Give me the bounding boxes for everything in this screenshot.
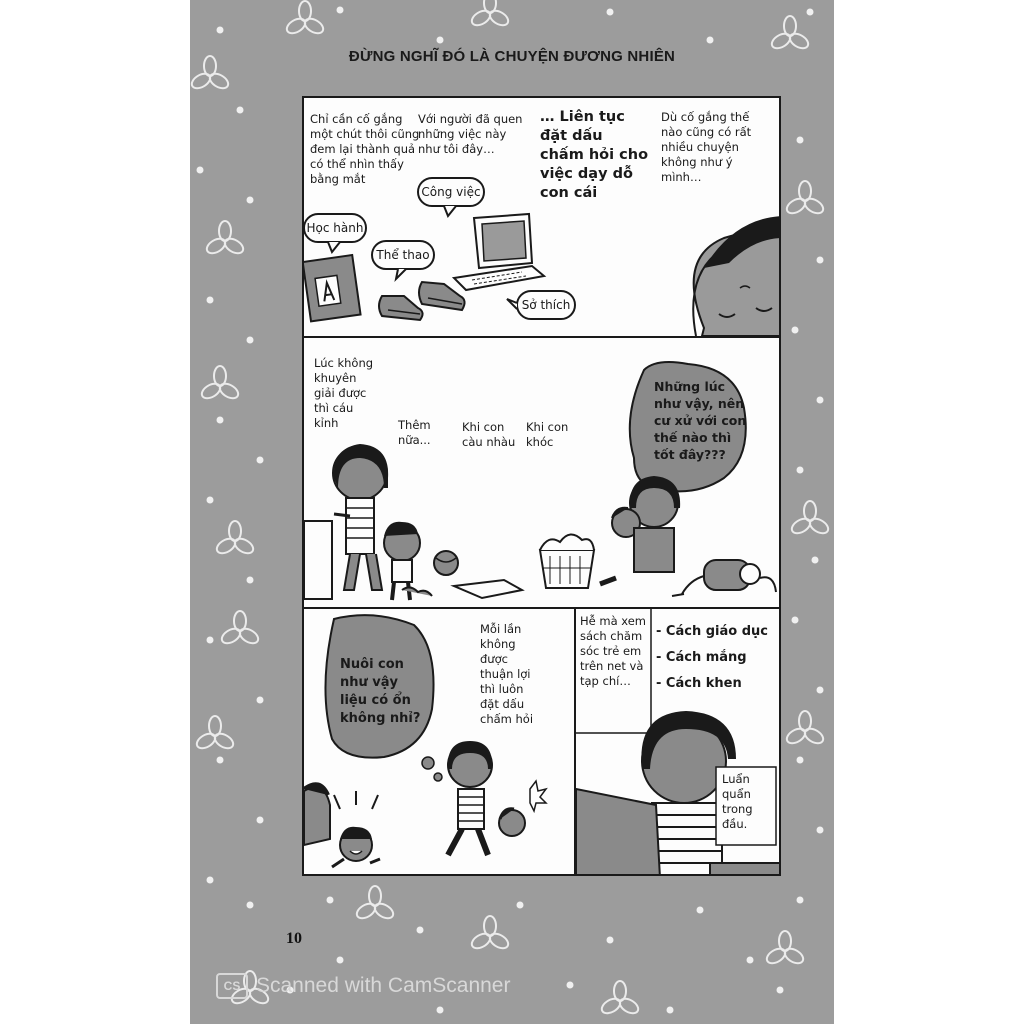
chapter-title: ĐỪNG NGHĨ ĐÓ LÀ CHUYỆN ĐƯƠNG NHIÊN xyxy=(348,48,676,65)
bubble-work-label: Công việc xyxy=(421,185,481,199)
panel-4-topic-scolding: - Cách mắng xyxy=(656,650,747,665)
panel-3-art xyxy=(304,609,574,876)
panel-1-caption-right: Dù cố gắng thế nào cũng có rất nhiều chuyện không như ý mình… xyxy=(661,110,752,184)
panel-3-thought: Nuôi con như vậy liệu có ổn không nhỉ? xyxy=(340,657,421,726)
watermark-text: Scanned with CamScanner xyxy=(256,974,511,997)
book-page xyxy=(190,0,834,1024)
panel-4-topic-education: - Cách giáo dục xyxy=(656,624,768,639)
panel-1-caption-left: Chỉ cần cố gắng một chút thôi cũng đem lại thành quả có thể nhìn thấy bằng mắt xyxy=(310,112,420,186)
panel-2-thought: Những lúc như vậy, nên cư xử với con thế nào thì tốt đây??? xyxy=(654,379,747,462)
camscanner-watermark xyxy=(216,973,510,999)
panel-3-caption-each: Mỗi lần không được thuận lợi thì luôn đặt dấu chấm hỏi xyxy=(480,622,534,726)
camscanner-logo-icon: CS xyxy=(216,973,248,999)
panel-4-caption-search: Hễ mà xem sách chăm sóc trẻ em trên net và tạp chí… xyxy=(580,614,647,688)
panel-4-caption-loop: Luẩn quẩn trong đầu. xyxy=(722,772,753,831)
bubble-study-label: Học hành xyxy=(306,221,364,235)
panel-1-caption-bold: … Liên tục đặt dấu chấm hỏi cho việc dạy dỗ con cái xyxy=(540,109,649,201)
panel-2-caption-more: Thêm nữa... xyxy=(398,418,431,447)
panel-2-caption-cry: Khi con khóc xyxy=(526,420,569,449)
comic-strip xyxy=(302,96,781,876)
panel-2-caption-advice: Lúc không khuyên giải được thì cáu kỉnh xyxy=(314,356,374,430)
page-number: 10 xyxy=(286,930,302,947)
panel-1-caption-mid: Với người đã quen những việc này như tôi đây… xyxy=(418,112,523,156)
bubble-hobby-label: Sở thích xyxy=(521,298,571,312)
panel-4-topic-praising: - Cách khen xyxy=(656,676,742,691)
panel-2-caption-whine: Khi con càu nhàu xyxy=(462,420,516,449)
bubble-sport-label: Thể thao xyxy=(376,248,430,262)
